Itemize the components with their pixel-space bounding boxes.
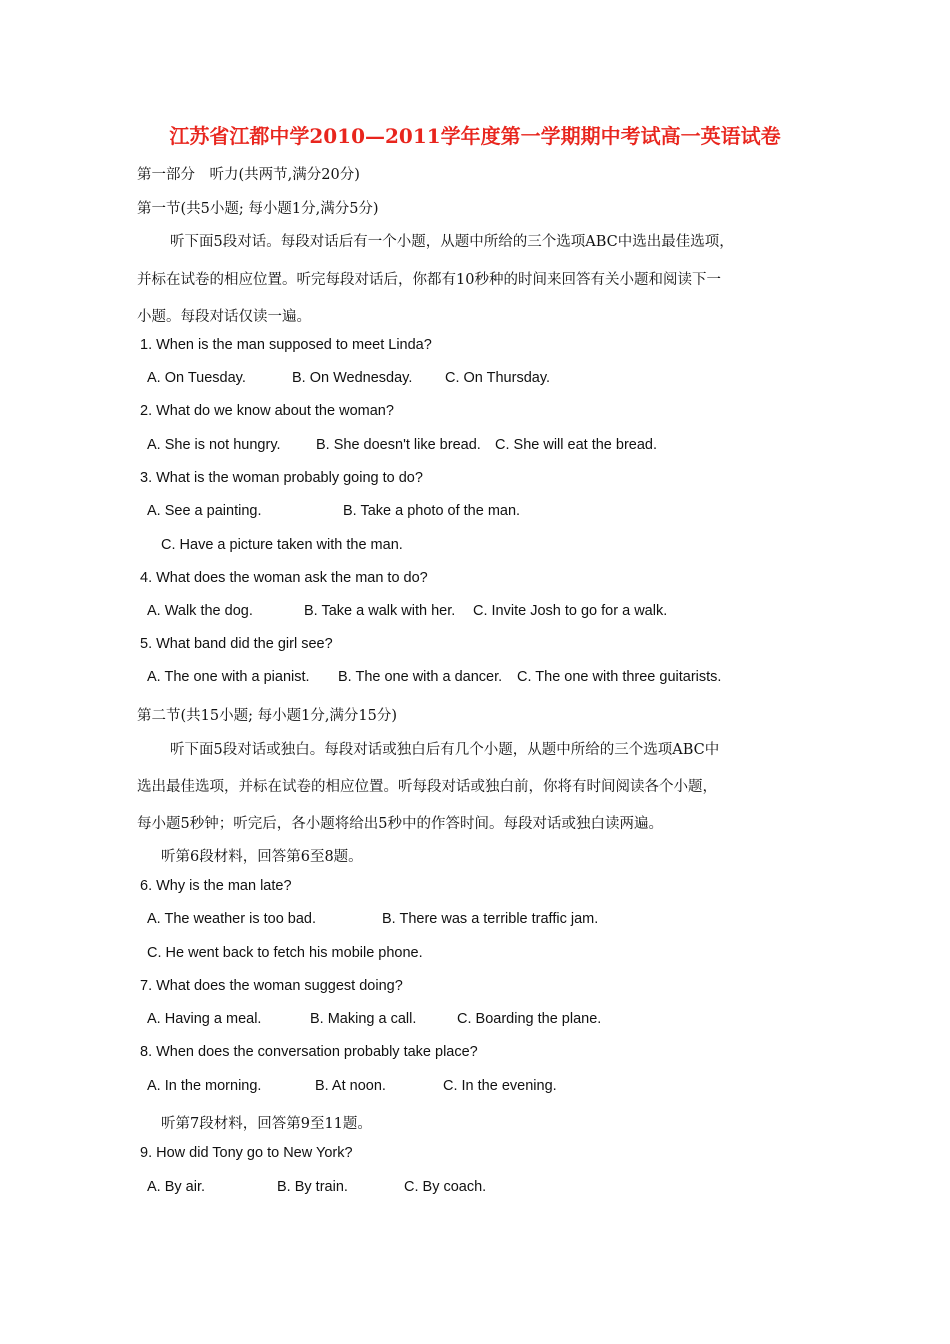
material-7-note: 听第7段材料，回答第9至11题。: [161, 1116, 372, 1132]
option-a: A. In the morning.: [147, 1078, 262, 1094]
question-8: 8. When does the conversation probably take place?: [140, 1044, 478, 1060]
question-6: 6. Why is the man late?: [140, 878, 292, 894]
option-b: B. There was a terrible traffic jam.: [382, 911, 599, 927]
option-a: A. Having a meal.: [147, 1011, 262, 1027]
option-b: B. Take a photo of the man.: [343, 503, 521, 519]
section2-instruction-line: 选出最佳选项，并标在试卷的相应位置。听每段对话或独白前，你将有时间阅读各个小题，: [137, 779, 717, 795]
question-1: 1. When is the man supposed to meet Linda?: [140, 337, 432, 353]
exam-title: 江苏省江都中学2010—2011学年度第一学期期中考试高一英语试卷: [169, 124, 781, 148]
section1-instruction-line: 听下面5段对话。每段对话后有一个小题，从题中所给的三个选项ABC中选出最佳选项，: [170, 234, 734, 250]
question-2: 2. What do we know about the woman?: [140, 403, 394, 419]
question-7: 7. What does the woman suggest doing?: [140, 978, 403, 994]
option-b: B. She doesn't like bread.: [316, 437, 481, 453]
option-b: B. The one with a dancer.: [338, 669, 503, 685]
option-c: C. Have a picture taken with the man.: [161, 537, 403, 553]
option-c: C. He went back to fetch his mobile phone.: [147, 945, 423, 961]
section1-instruction-line: 并标在试卷的相应位置。听完每段对话后，你都有10秒种的时间来回答有关小题和阅读下一: [137, 272, 721, 288]
option-a: A. The one with a pianist.: [147, 669, 310, 685]
section2-instruction-line: 听下面5段对话或独白。每段对话或独白后有几个小题，从题中所给的三个选项ABC中: [170, 742, 720, 758]
option-c: C. Invite Josh to go for a walk.: [473, 603, 668, 619]
question-9: 9. How did Tony go to New York?: [140, 1145, 353, 1161]
option-c: C. In the evening.: [443, 1078, 557, 1094]
option-b: B. Making a call.: [310, 1011, 417, 1027]
option-a: A. She is not hungry.: [147, 437, 281, 453]
option-a: A. On Tuesday.: [147, 370, 246, 386]
option-c: C. On Thursday.: [445, 370, 551, 386]
option-c: C. The one with three guitarists.: [517, 669, 722, 685]
option-b: B. Take a walk with her.: [304, 603, 456, 619]
question-5: 5. What band did the girl see?: [140, 636, 333, 652]
question-4: 4. What does the woman ask the man to do?: [140, 570, 428, 586]
option-b: B. On Wednesday.: [292, 370, 413, 386]
option-a: A. By air.: [147, 1179, 206, 1195]
material-6-note: 听第6段材料，回答第6至8题。: [161, 849, 363, 865]
section1-instruction-line: 小题。每段对话仅读一遍。: [137, 309, 311, 325]
option-c: C. By coach.: [404, 1179, 487, 1195]
option-b: B. By train.: [277, 1179, 348, 1195]
section1-heading: 第一节(共5小题; 每小题1分,满分5分): [137, 201, 379, 217]
option-c: C. She will eat the bread.: [495, 437, 658, 453]
option-b: B. At noon.: [315, 1078, 386, 1094]
section2-instruction-line: 每小题5秒钟；听完后，各小题将给出5秒中的作答时间。每段对话或独白读两遍。: [137, 816, 663, 832]
option-a: A. See a painting.: [147, 503, 262, 519]
part1-heading: 第一部分 听力(共两节,满分20分): [137, 167, 360, 183]
option-a: A. Walk the dog.: [147, 603, 253, 619]
option-c: C. Boarding the plane.: [457, 1011, 602, 1027]
option-a: A. The weather is too bad.: [147, 911, 317, 927]
question-3: 3. What is the woman probably going to do?: [140, 470, 423, 486]
section2-heading: 第二节(共15小题; 每小题1分,满分15分): [137, 708, 398, 724]
